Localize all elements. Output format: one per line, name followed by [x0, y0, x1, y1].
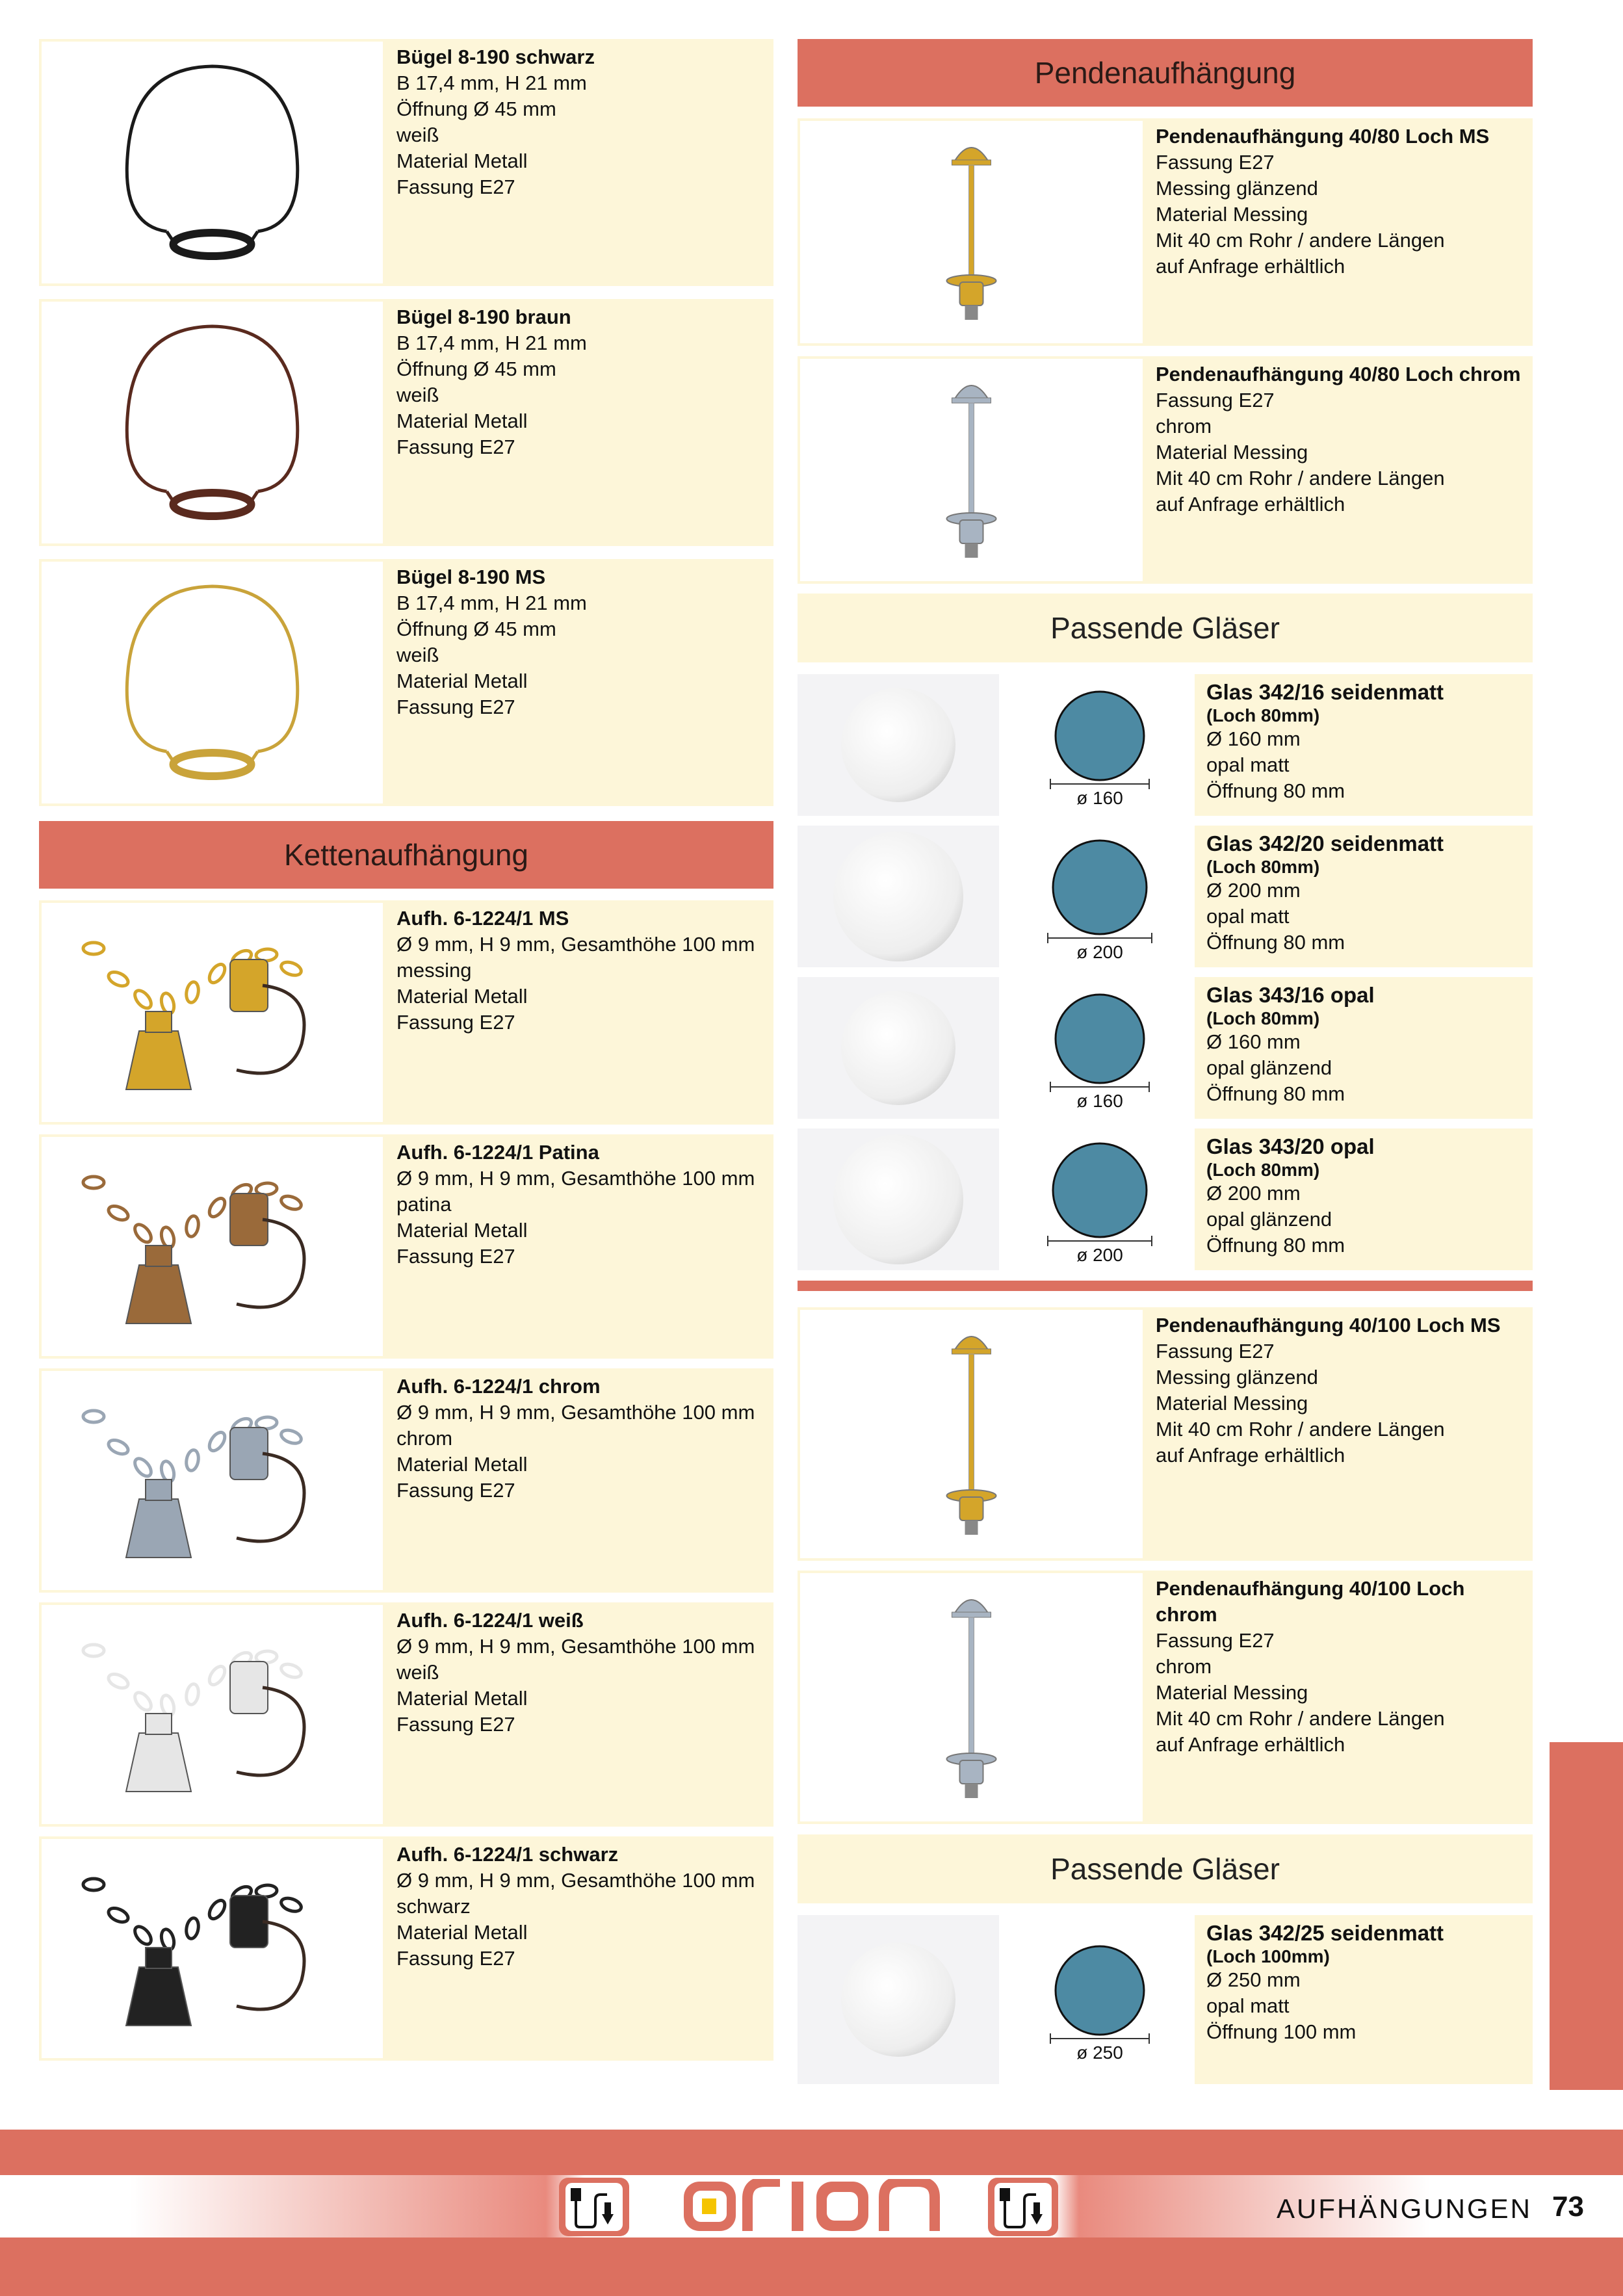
glass-row — [798, 1915, 1533, 2084]
product-spec-line: auf Anfrage erhältlich — [1156, 1733, 1345, 1756]
product-spec-line: auf Anfrage erhältlich — [1156, 493, 1345, 515]
pendel-image — [800, 121, 1143, 343]
glass-subtitle: (Loch 80mm) — [1206, 705, 1320, 725]
glass-diameter-label: ø 160 — [1076, 788, 1123, 808]
product-title: Aufh. 6-1224/1 schwarz — [396, 1843, 619, 1866]
passende-glaeser-header-2: Passende Gläser — [798, 1834, 1533, 1903]
glass-row — [798, 1128, 1533, 1270]
product-title: Bügel 8-190 schwarz — [396, 46, 595, 68]
product-spec-line: Fassung E27 — [396, 1011, 515, 1034]
product-spec-line: Fassung E27 — [396, 1245, 515, 1268]
product-spec-line: chrom — [1156, 1655, 1212, 1678]
product-spec-line: Mit 40 cm Rohr / andere Längen — [1156, 1707, 1445, 1730]
glass-spec-line: Ø 250 mm — [1206, 1968, 1301, 1991]
footer-band-bottom — [0, 2237, 1623, 2296]
footer-band-top — [0, 2130, 1623, 2175]
pendel-image — [800, 1573, 1143, 1821]
glass-diagram — [1006, 674, 1194, 816]
product-spec-line: auf Anfrage erhältlich — [1156, 1444, 1345, 1467]
kette-text — [396, 1842, 767, 1972]
product-spec-line: Material Messing — [1156, 441, 1308, 463]
section-label: AUFHÄNGUNGEN — [1276, 2193, 1532, 2224]
kette-image — [42, 903, 383, 1122]
product-spec-line: Fassung E27 — [396, 1947, 515, 1970]
glass-photo — [798, 826, 999, 967]
glass-spec-line: Öffnung 100 mm — [1206, 2020, 1357, 2043]
product-spec-line: Mit 40 cm Rohr / andere Längen — [1156, 467, 1445, 489]
glass-spec-line: Öffnung 80 mm — [1206, 779, 1345, 802]
glass-diagram — [1006, 826, 1194, 967]
product-spec-line: Material Metall — [396, 985, 528, 1008]
product-spec-line: chrom — [396, 1427, 453, 1450]
product-spec-line: B 17,4 mm, H 21 mm — [396, 332, 587, 354]
glass-info — [1195, 674, 1533, 816]
product-title: Aufh. 6-1224/1 weiß — [396, 1609, 584, 1632]
product-spec-line: Material Metall — [396, 1453, 528, 1476]
glass-spec-line: Öffnung 80 mm — [1206, 931, 1345, 954]
product-spec-line: Fassung E27 — [396, 1713, 515, 1736]
glass-spec-line: opal glänzend — [1206, 1056, 1332, 1079]
glass-row — [798, 977, 1533, 1119]
kette-card — [39, 1368, 773, 1593]
page-number: 73 — [1552, 2191, 1584, 2223]
product-title: Aufh. 6-1224/1 Patina — [396, 1141, 599, 1164]
glass-subtitle: (Loch 80mm) — [1206, 1008, 1320, 1028]
glass-subtitle: (Loch 100mm) — [1206, 1946, 1330, 1966]
pendel-image — [800, 1310, 1143, 1558]
product-spec-line: Fassung E27 — [396, 1479, 515, 1502]
kette-image — [42, 1605, 383, 1824]
product-spec-line: Material Metall — [396, 1921, 528, 1944]
product-spec-line: Material Messing — [1156, 1681, 1308, 1704]
glass-title: Glas 342/25 seidenmatt — [1206, 1921, 1444, 1945]
product-spec-line: Material Messing — [1156, 203, 1308, 226]
glass-spec-line: Ø 200 mm — [1206, 879, 1301, 902]
glass-diagram — [1006, 1915, 1194, 2084]
glass-info — [1195, 826, 1533, 967]
kette-image — [42, 1371, 383, 1590]
product-spec-line: Material Metall — [396, 1687, 528, 1710]
side-tab — [1550, 1742, 1623, 2090]
kette-card — [39, 900, 773, 1125]
buegel-image — [42, 562, 383, 803]
product-spec-line: weiß — [396, 124, 439, 146]
product-spec-line: Fassung E27 — [396, 436, 515, 458]
product-spec-line: Öffnung Ø 45 mm — [396, 618, 556, 640]
pendel-text — [1156, 361, 1526, 517]
product-spec-line: Ø 9 mm, H 9 mm, Gesamthöhe 100 mm — [396, 1401, 755, 1424]
kette-card — [39, 1134, 773, 1359]
product-title: Pendenaufhängung 40/100 Loch chrom — [1156, 1577, 1465, 1626]
pendel-text — [1156, 124, 1526, 280]
kette-text — [396, 1608, 767, 1738]
glass-diameter-label: ø 200 — [1076, 1245, 1123, 1265]
glass-spec-line: Öffnung 80 mm — [1206, 1082, 1345, 1105]
glass-info — [1195, 977, 1533, 1119]
pendel-text — [1156, 1576, 1526, 1758]
glass-title: Glas 343/20 opal — [1206, 1134, 1375, 1158]
glass-spec-line: opal matt — [1206, 905, 1290, 928]
product-spec-line: Öffnung Ø 45 mm — [396, 358, 556, 380]
orion-logo — [682, 2179, 942, 2235]
product-spec-line: Messing glänzend — [1156, 177, 1318, 200]
product-spec-line: Material Metall — [396, 1219, 528, 1242]
product-spec-line: Fassung E27 — [1156, 1340, 1275, 1363]
product-spec-line: patina — [396, 1193, 452, 1216]
glass-photo — [798, 1128, 999, 1270]
product-spec-line: Fassung E27 — [1156, 151, 1275, 174]
product-spec-line: schwarz — [396, 1895, 471, 1918]
buegel-card — [39, 299, 773, 546]
glass-row — [798, 826, 1533, 967]
product-title: Pendenaufhängung 40/100 Loch MS — [1156, 1314, 1501, 1337]
product-spec-line: weiß — [396, 644, 439, 666]
glass-subtitle: (Loch 80mm) — [1206, 1160, 1320, 1180]
product-spec-line: Ø 9 mm, H 9 mm, Gesamthöhe 100 mm — [396, 1635, 755, 1658]
kette-text — [396, 1140, 767, 1270]
glass-photo — [798, 977, 999, 1119]
product-spec-line: Mit 40 cm Rohr / andere Längen — [1156, 229, 1445, 252]
product-spec-line: Fassung E27 — [396, 696, 515, 718]
product-title: Bügel 8-190 braun — [396, 306, 571, 328]
product-spec-line: weiß — [396, 384, 439, 406]
product-spec-line: chrom — [1156, 415, 1212, 437]
glass-spec-line: Ø 200 mm — [1206, 1182, 1301, 1205]
product-spec-line: Ø 9 mm, H 9 mm, Gesamthöhe 100 mm — [396, 1869, 755, 1892]
glass-title: Glas 342/16 seidenmatt — [1206, 680, 1444, 704]
pendel-image — [800, 359, 1143, 581]
pendel-card — [798, 356, 1533, 584]
product-spec-line: Ø 9 mm, H 9 mm, Gesamthöhe 100 mm — [396, 1167, 755, 1190]
product-spec-line: Material Metall — [396, 410, 528, 432]
pendel-text — [1156, 1312, 1526, 1468]
product-spec-line: Messing glänzend — [1156, 1366, 1318, 1389]
product-spec-line: B 17,4 mm, H 21 mm — [396, 592, 587, 614]
pendel-card — [798, 1571, 1533, 1824]
glass-photo — [798, 674, 999, 816]
glass-info — [1195, 1915, 1533, 2084]
kettenaufhaengung-header: Kettenaufhängung — [39, 821, 773, 889]
kette-card — [39, 1836, 773, 2061]
product-spec-line: Öffnung Ø 45 mm — [396, 98, 556, 120]
product-spec-line: Material Messing — [1156, 1392, 1308, 1415]
kette-card — [39, 1602, 773, 1827]
glass-spec-line: Ø 160 mm — [1206, 1030, 1301, 1053]
glass-title: Glas 342/20 seidenmatt — [1206, 831, 1444, 855]
glass-subtitle: (Loch 80mm) — [1206, 857, 1320, 877]
product-title: Bügel 8-190 MS — [396, 566, 546, 588]
section-divider — [798, 1281, 1533, 1291]
product-spec-line: auf Anfrage erhältlich — [1156, 255, 1345, 278]
product-spec-line: Ø 9 mm, H 9 mm, Gesamthöhe 100 mm — [396, 933, 755, 956]
glass-photo — [798, 1915, 999, 2084]
glass-diameter-label: ø 160 — [1076, 1091, 1123, 1111]
glass-diameter-label: ø 200 — [1076, 942, 1123, 962]
product-title: Pendenaufhängung 40/80 Loch MS — [1156, 125, 1490, 148]
kette-image — [42, 1839, 383, 2058]
product-spec-line: B 17,4 mm, H 21 mm — [396, 72, 587, 94]
buegel-image — [42, 302, 383, 543]
product-title: Aufh. 6-1224/1 chrom — [396, 1375, 601, 1398]
glass-spec-line: opal matt — [1206, 1994, 1290, 2017]
buegel-card — [39, 559, 773, 806]
buegel-text — [396, 564, 767, 720]
glass-spec-line: Öffnung 80 mm — [1206, 1234, 1345, 1257]
product-spec-line: Fassung E27 — [396, 176, 515, 198]
product-title: Pendenaufhängung 40/80 Loch chrom — [1156, 363, 1521, 385]
buegel-text — [396, 44, 767, 200]
buegel-text — [396, 304, 767, 460]
plug-icon-left — [559, 2178, 629, 2236]
kette-text — [396, 906, 767, 1036]
product-spec-line: Fassung E27 — [1156, 1629, 1275, 1652]
pendel-card — [798, 1307, 1533, 1561]
pendenaufhaengung-header: Pendenaufhängung — [798, 39, 1533, 107]
passende-glaeser-header: Passende Gläser — [798, 594, 1533, 662]
product-title: Aufh. 6-1224/1 MS — [396, 907, 569, 930]
glass-diagram — [1006, 977, 1194, 1119]
pendel-card — [798, 118, 1533, 346]
product-spec-line: Material Metall — [396, 670, 528, 692]
glass-spec-line: opal glänzend — [1206, 1208, 1332, 1231]
buegel-image — [42, 42, 383, 283]
kette-image — [42, 1137, 383, 1356]
product-spec-line: weiß — [396, 1661, 439, 1684]
glass-diagram — [1006, 1128, 1194, 1270]
glass-spec-line: Ø 160 mm — [1206, 727, 1301, 750]
glass-title: Glas 343/16 opal — [1206, 983, 1375, 1007]
plug-icon-right — [988, 2178, 1058, 2236]
product-spec-line: Material Metall — [396, 150, 528, 172]
product-spec-line: messing — [396, 959, 472, 982]
glass-diameter-label: ø 250 — [1076, 2042, 1123, 2063]
glass-row — [798, 674, 1533, 816]
product-spec-line: Fassung E27 — [1156, 389, 1275, 411]
buegel-card — [39, 39, 773, 286]
product-spec-line: Mit 40 cm Rohr / andere Längen — [1156, 1418, 1445, 1441]
glass-info — [1195, 1128, 1533, 1270]
kette-text — [396, 1374, 767, 1504]
glass-spec-line: opal matt — [1206, 753, 1290, 776]
